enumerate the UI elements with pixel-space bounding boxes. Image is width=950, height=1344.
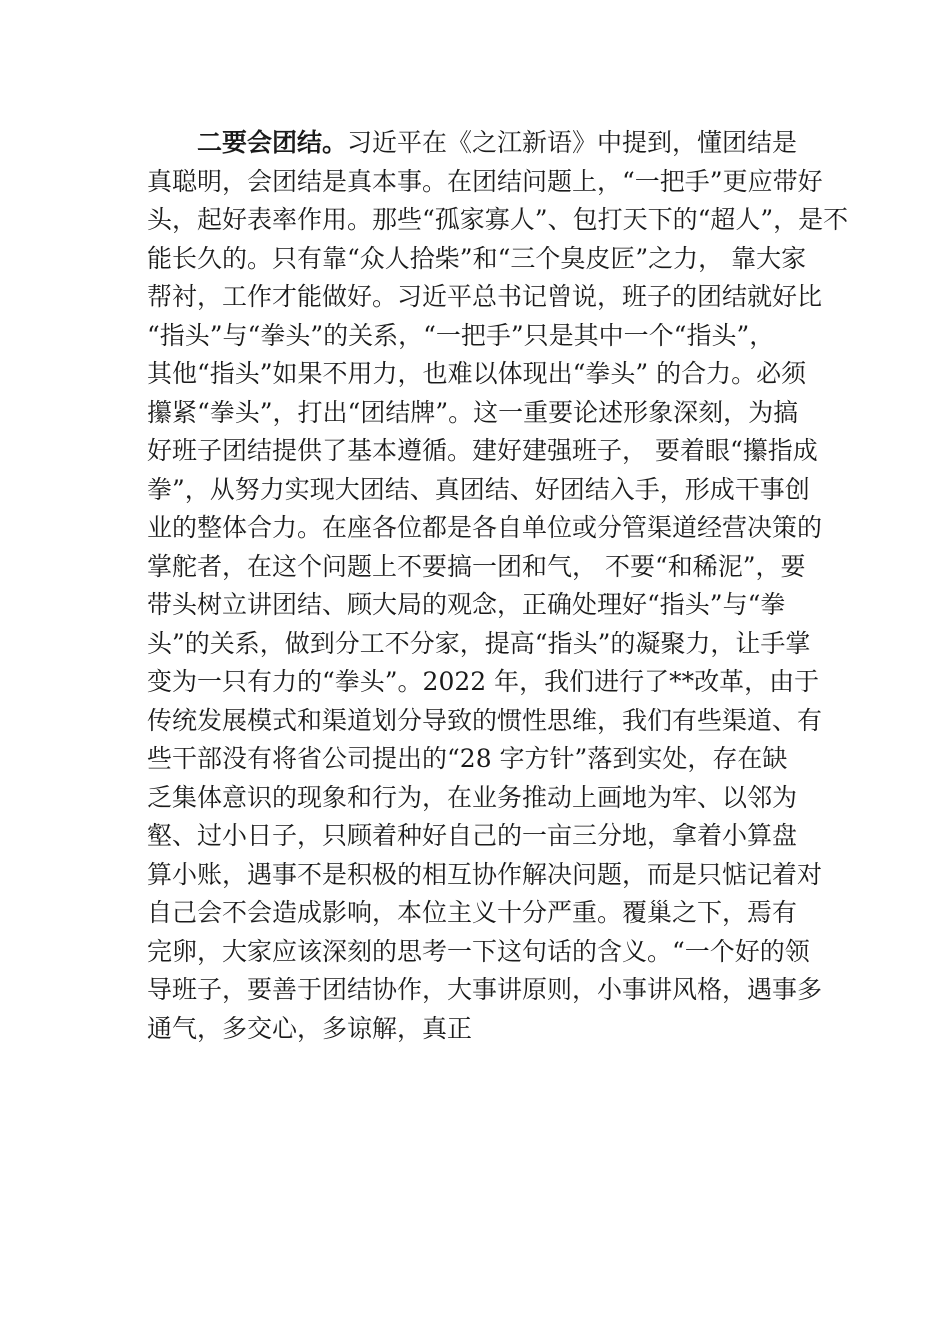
paragraph-line: 些干部没有将省公司提出的“28 字方针”落到实处，存在缺 [147,744,788,773]
paragraph-line: 其他“指头”如果不用力，也难以体现出“拳头” 的合力。必须 [147,359,807,388]
paragraph-line: 攥紧“拳头”，打出“团结牌”。这一重要论述形象深刻，为搞 [147,397,799,427]
paragraph-line: 传统发展模式和渠道划分导致的惯性思维，我们有些渠道、有 [147,705,823,735]
paragraph-line: 拳”，从努力实现大团结、真团结、好团结入手，形成干事创 [147,474,810,504]
paragraph-line-1 [147,124,827,163]
paragraph-line: 头”的关系，做到分工不分家，提高“指头”的凝聚力，让手掌 [147,628,811,658]
paragraph-line: 好班子团结提供了基本遵循。建好建强班子， 要着眼“攥指成 [147,436,818,465]
paragraph-line: “指头”与“拳头”的关系，“一把手”只是其中一个“指头”， [147,320,775,350]
paragraph-line-text: 习近平在《之江新语》中提到，懂团结是 [347,128,798,157]
paragraph-line: 能长久的。只有靠“众人拾柴”和“三个臭皮匠”之力， 靠大家 [147,243,807,273]
paragraph-line: 导班子，要善于团结协作，大事讲原则，小事讲风格，遇事多 [147,975,823,1004]
paragraph-line: 真聪明，会团结是真本事。在团结问题上，“一把手”更应带好 [147,166,823,196]
paragraph-line: 掌舵者，在这个问题上不要搞一团和气， 不要“和稀泥”，要 [147,551,806,581]
body-paragraph [147,124,849,1048]
paragraph-line: 帮衬，工作才能做好。习近平总书记曾说，班子的团结就好比 [147,282,823,311]
paragraph-line: 自己会不会造成影响，本位主义十分严重。覆巢之下，焉有 [147,898,798,927]
paragraph-line: 头，起好表率作用。那些“孤家寡人”、包打天下的“超人”，是不 [147,205,849,234]
paragraph-line: 乏集体意识的现象和行为，在业务推动上画地为牢、以邻为 [147,782,798,812]
paragraph-line: 通气，多交心，多谅解，真正 [147,1013,473,1043]
paragraph-line: 算小账，遇事不是积极的相互协作解决问题，而是只惦记着对 [147,859,823,889]
paragraph-line: 壑、过小日子，只顾着种好自己的一亩三分地，拿着小算盘 [147,821,798,850]
paragraph-lead-heading: 二要会团结。 [197,128,348,157]
paragraph-line: 完卵，大家应该深刻的思考一下这句话的含义。“一个好的领 [147,936,810,966]
paragraph-line: 业的整体合力。在座各位都是各自单位或分管渠道经营决策的 [147,513,823,542]
paragraph-line: 带头树立讲团结、顾大局的观念，正确处理好“指头”与“拳 [147,590,786,619]
paragraph-line: 变为一只有力的“拳头”。2022 年，我们进行了**改革，由于 [147,667,820,696]
